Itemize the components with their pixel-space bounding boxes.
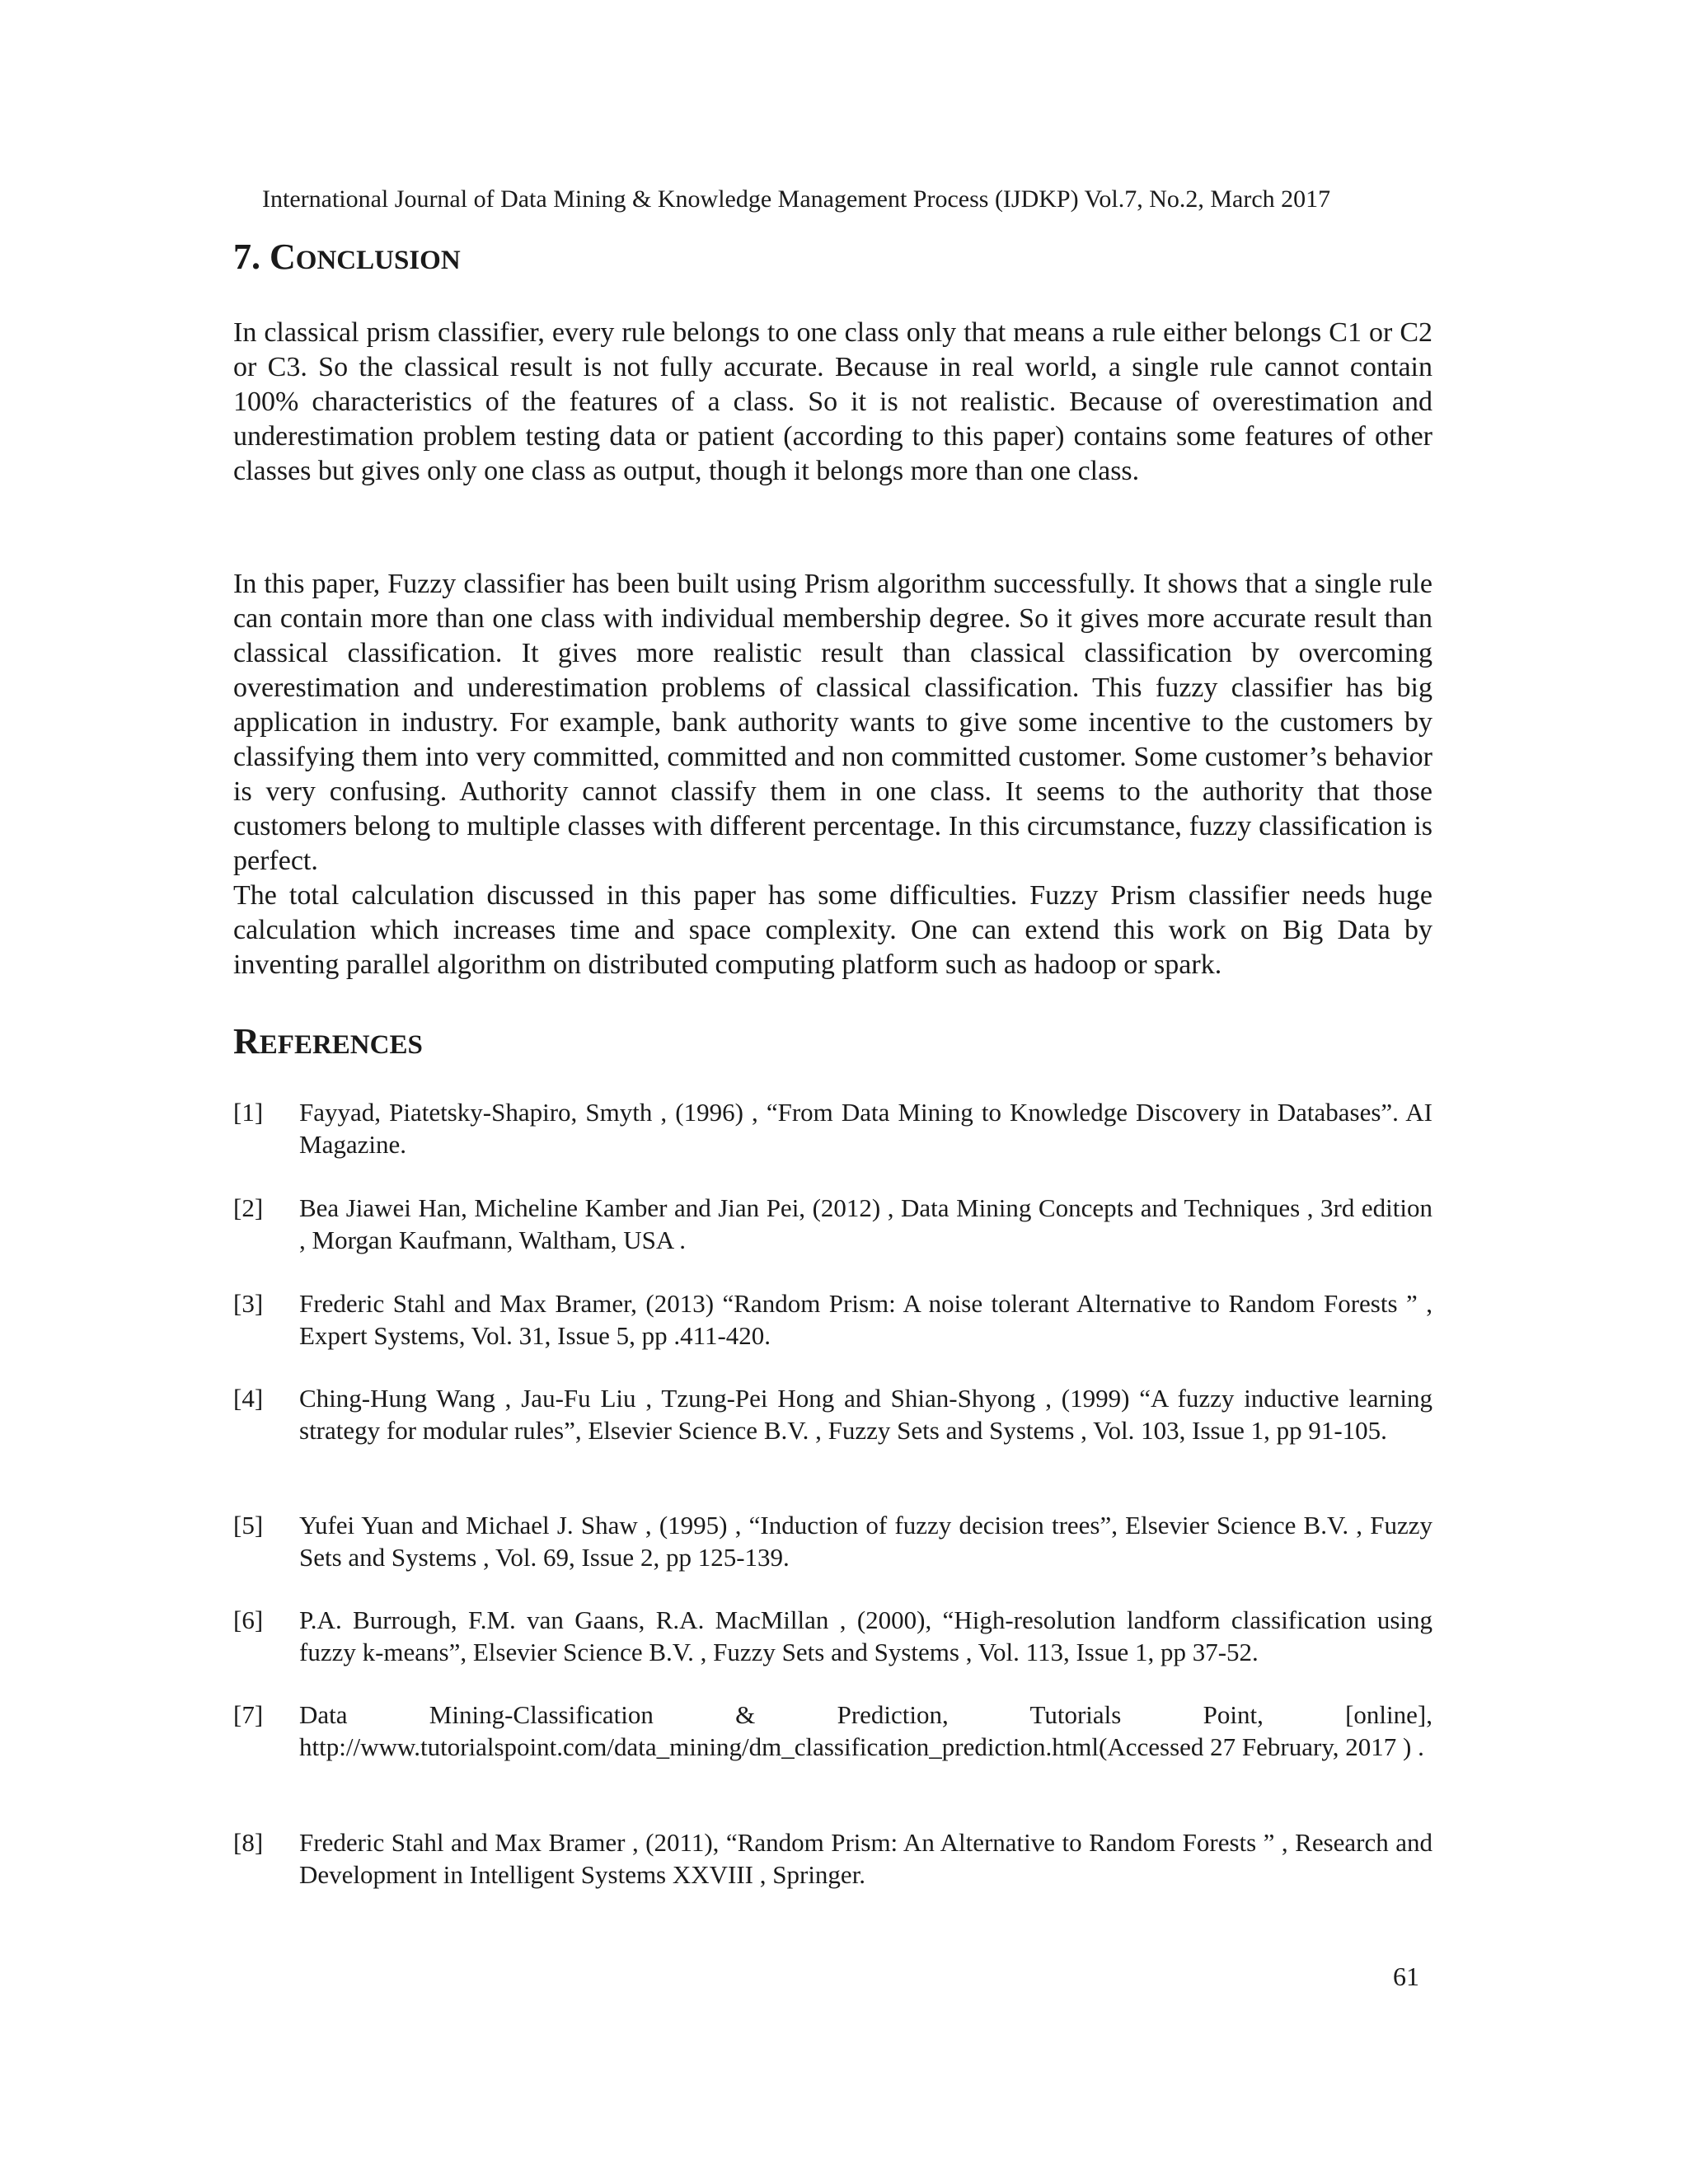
reference-item: [233, 1509, 1432, 1573]
reference-item: [233, 1604, 1432, 1668]
heading-rest: ONCLUSION: [295, 246, 461, 275]
reference-text: Ching-Hung Wang , Jau-Fu Liu , Tzung-Pei Hong and Shian-Shyong , (1999) “A fuzzy inductive learning strategy for modular rules”, Elsevier Science B.V. , Fuzzy Sets and Systems , Vol. 103, Issue 1, pp 91-105.: [299, 1384, 1432, 1445]
reference-number: [1]: [233, 1098, 264, 1127]
reference-text: Data Mining-Classification & Prediction, Tutorials Point, [online], http://www.tutorialspoint.com/data_mining/dm_classification_prediction.html(Accessed 27 February, 2017 ) .: [299, 1700, 1432, 1761]
reference-item: [233, 1699, 1432, 1763]
reference-number: [4]: [233, 1384, 264, 1413]
conclusion-paragraph-2: In this paper, Fuzzy classifier has been built using Prism algorithm successfully. It shows that a single rule can contain more than one class with individual membership degree. So it gives more accurate result than classical classification. It gives more realistic result than classical classification by overcoming overestimation and underestimation problems of classical classification. This fuzzy classifier has big application in industry. For example, bank authority wants to give some incentive to the customers by classifying them into very committed, committed and non committed customer. Some customer’s behavior is very confusing. Authority cannot classify them in one class. It seems to the authority that those customers belong to multiple classes with different percentage. In this circumstance, fuzzy classification is perfect.: [233, 569, 1432, 876]
heading-initial: C: [270, 237, 296, 277]
reference-text: Frederic Stahl and Max Bramer , (2011), “Random Prism: An Alternative to Random Forests ” , Research and Development in Intelligent Systems XXVIII , Springer.: [299, 1828, 1432, 1889]
reference-item: [233, 1192, 1432, 1256]
section-number: 7.: [233, 237, 270, 277]
reference-item: [233, 1826, 1432, 1891]
reference-item: [233, 1096, 1432, 1160]
reference-number: [2]: [233, 1193, 264, 1222]
reference-number: [8]: [233, 1828, 264, 1857]
reference-text: Bea Jiawei Han, Micheline Kamber and Jian Pei, (2012) , Data Mining Concepts and Techniques , 3rd edition , Morgan Kaufmann, Waltham, USA .: [299, 1193, 1432, 1254]
references-heading: [233, 1019, 423, 1068]
conclusion-paragraph-1: In classical prism classifier, every rule belongs to one class only that means a rule either belongs C1 or C2 or C3. So the classical result is not fully accurate. Because in real world, a single rule cannot contain 100% characteristics of the features of a class. So it is not realistic. Because of overestimation and underestimation problem testing data or patient (according to this paper) contains some features of other classes but gives only one class as output, though it belongs more than one class.: [233, 317, 1432, 486]
reference-number: [3]: [233, 1289, 264, 1318]
reference-number: [7]: [233, 1700, 264, 1729]
reference-number: [5]: [233, 1511, 264, 1540]
reference-text: Fayyad, Piatetsky-Shapiro, Smyth , (1996) , “From Data Mining to Knowledge Discovery in Databases”. AI Magazine.: [299, 1098, 1432, 1159]
reference-item: [233, 1382, 1432, 1446]
page-number: 61: [1393, 1961, 1419, 1991]
conclusion-paragraph-3: The total calculation discussed in this paper has some difficulties. Fuzzy Prism classifier needs huge calculation which increases time and space complexity. One can extend this work on Big Data by inventing parallel algorithm on distributed computing platform such as hadoop or spark.: [233, 880, 1432, 980]
reference-text: Frederic Stahl and Max Bramer, (2013) “Random Prism: A noise tolerant Alternative to Random Forests ” , Expert Systems, Vol. 31, Issue 5, pp .411-420.: [299, 1289, 1432, 1350]
heading-rest: EFERENCES: [259, 1030, 423, 1060]
reference-text: Yufei Yuan and Michael J. Shaw , (1995) , “Induction of fuzzy decision trees”, Elsevier Science B.V. , Fuzzy Sets and Systems , Vol. 69, Issue 2, pp 125-139.: [299, 1511, 1432, 1572]
reference-text: P.A. Burrough, F.M. van Gaans, R.A. MacMillan , (2000), “High-resolution landform classification using fuzzy k-means”, Elsevier Science B.V. , Fuzzy Sets and Systems , Vol. 113, Issue 1, pp 37-52.: [299, 1605, 1432, 1666]
reference-number: [6]: [233, 1605, 264, 1634]
reference-item: [233, 1287, 1432, 1352]
running-header: International Journal of Data Mining & Knowledge Management Process (IJDKP) Vol.7, No.2, March 2017: [262, 185, 1331, 213]
conclusion-heading: [233, 234, 461, 284]
heading-initial: R: [233, 1021, 260, 1062]
